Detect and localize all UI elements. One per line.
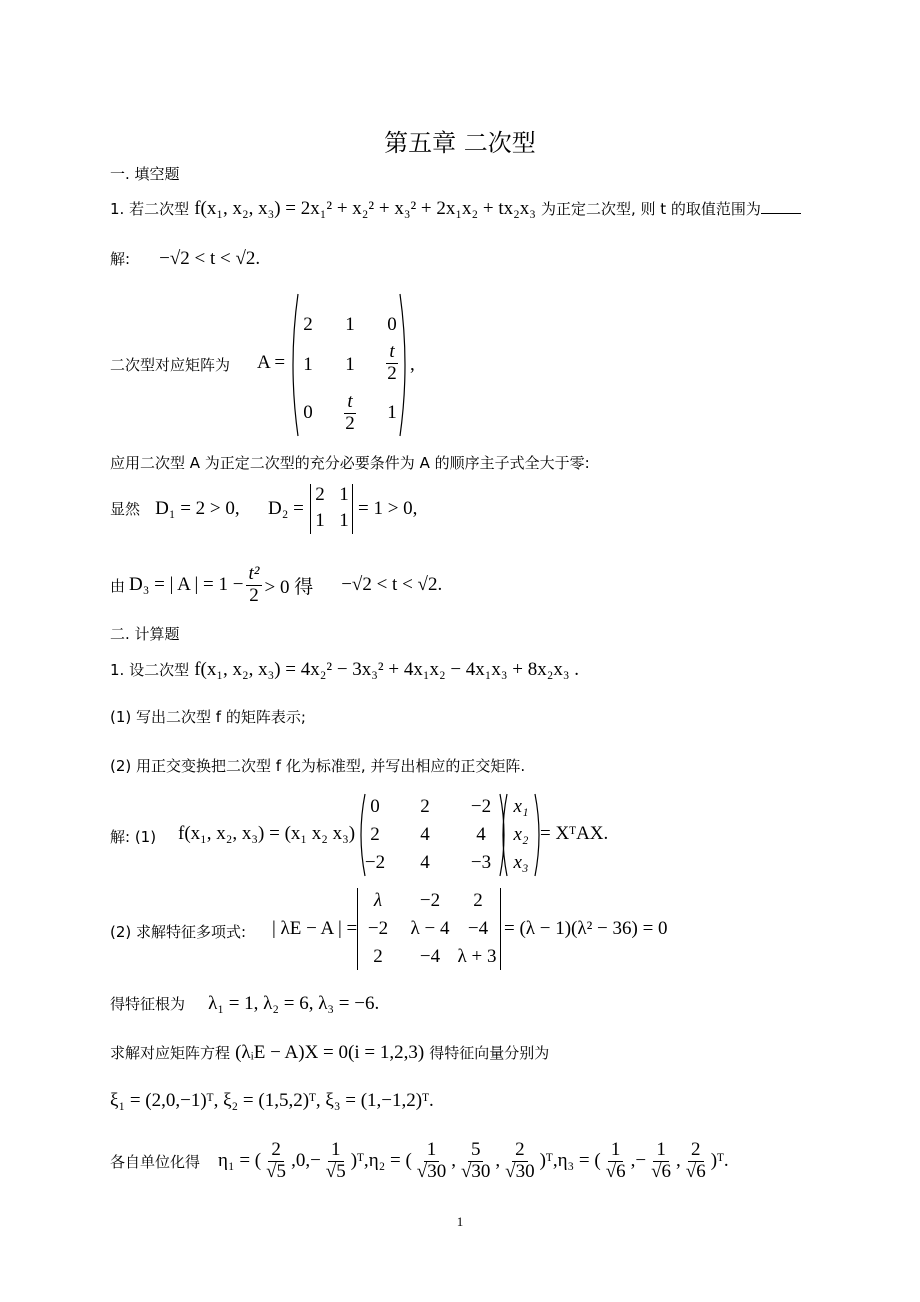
matrix-a-cell: 0 <box>387 314 397 335</box>
d2-cell: 1 <box>339 510 349 531</box>
eigvec-equation: (λᵢE − A)X = 0(i = 1,2,3) <box>235 1042 425 1063</box>
char-cell: λ − 4 <box>410 918 450 939</box>
d3-result: −√2 < t < √2. <box>341 574 443 596</box>
page-title: 第五章 二次型 <box>384 129 536 157</box>
char-cell: λ <box>373 890 383 911</box>
unit-label: 各自单位化得 <box>110 1152 201 1171</box>
d3-expr: D₃ = | A | = 1 − <box>129 574 244 596</box>
matrix-a-cell: 2 <box>303 314 313 335</box>
comma: , <box>676 1150 681 1172</box>
eigvec-text-b: 得特征向量分别为 <box>429 1044 550 1062</box>
eta1-frac1 <box>263 1140 289 1183</box>
roots-values: λ₁ = 1, λ₂ = 6, λ₃ = −6. <box>208 993 380 1014</box>
d3-fraction <box>246 564 263 607</box>
frac-num: 1 <box>424 1140 440 1162</box>
answer-label: 解: <box>110 250 131 268</box>
q2-part2: (2) 用正交变换把二次型 f 化为标准型, 并写出相应的正交矩阵. <box>110 757 526 775</box>
eta3-neg: ,− <box>630 1150 647 1172</box>
frac-num: 2 <box>688 1140 704 1162</box>
d1-line <box>110 498 240 520</box>
eigvec-line <box>110 1042 549 1064</box>
char-lhs: | λE − A | = <box>272 918 358 939</box>
q1-statement <box>110 198 801 220</box>
char-cell: −4 <box>467 918 489 939</box>
sol-matrix-cell: 0 <box>370 796 380 817</box>
page-number: 1 <box>456 1214 464 1229</box>
comma: , <box>495 1150 501 1172</box>
frac-num: 2 <box>512 1140 528 1162</box>
sol-matrix-cell: 4 <box>476 824 486 845</box>
d3-prefix: 由 <box>110 576 126 595</box>
sol-label: 解: (1) <box>110 828 157 846</box>
section-fill-in: 一. 填空题 <box>110 165 180 183</box>
eta3-frac2 <box>648 1140 674 1183</box>
eta3-frac3 <box>683 1140 709 1183</box>
q1-prefix: 1. 若二次型 <box>110 200 190 218</box>
d1-label: 显然 <box>110 500 141 518</box>
answer-blank <box>761 199 801 214</box>
char-det-right <box>500 888 501 970</box>
q2-prefix: 1. 设二次型 <box>110 661 190 679</box>
eta2-lhs: η₂ = ( <box>368 1150 412 1172</box>
char-label: (2) 求解特征多项式: <box>110 923 247 941</box>
section-calc: 二. 计算题 <box>110 625 180 643</box>
eta3-lhs: η₃ = ( <box>557 1150 601 1172</box>
char-cell: −2 <box>367 918 389 939</box>
eta1-frac2 <box>323 1140 349 1183</box>
sol-matrix-cell: −3 <box>470 852 492 873</box>
d2-cell: 1 <box>339 484 349 505</box>
matrix-comma: , <box>410 354 415 375</box>
q2-statement <box>110 659 579 681</box>
frac-den: √30 <box>460 1160 491 1182</box>
frac-den: 2 <box>345 412 355 434</box>
matrix-fraction <box>384 342 400 385</box>
sol-matrix-cell: 2 <box>370 824 380 845</box>
sol-matrix-cell: 4 <box>420 824 430 845</box>
eta3-end: )ᵀ. <box>710 1150 729 1172</box>
roots-line <box>110 993 379 1015</box>
frac-den: √6 <box>651 1160 672 1182</box>
normalized-line <box>110 1140 729 1183</box>
sol-matrix-cell: 4 <box>420 852 430 873</box>
sol-vector-cell: x₃ <box>513 852 529 873</box>
sol-rhs: = XᵀAX. <box>540 823 609 844</box>
sol-lhs: f(x₁, x₂, x₃) = (x₁ x₂ x₃) <box>178 823 356 844</box>
matrix-a-cell: 1 <box>303 354 313 375</box>
roots-label: 得特征根为 <box>110 995 186 1013</box>
positive-definite-reason: 应用二次型 A 为正定二次型的充分必要条件为 A 的顺序主子式全大于零: <box>110 454 590 472</box>
char-rhs: = (λ − 1)(λ² − 36) = 0 <box>504 918 668 939</box>
d3-frac-num: t² <box>246 564 263 586</box>
frac-num: 1 <box>653 1140 669 1162</box>
sol-vector-cell: x₁ <box>513 796 529 817</box>
frac-den: 2 <box>387 362 397 384</box>
eta3-frac1 <box>603 1140 629 1183</box>
sol-vector-cell: x₂ <box>513 824 529 845</box>
q1-formula: f(x₁, x₂, x₃) = 2x₁² + x₂² + x₃² + 2x₁x₂ + tx₂x₃ <box>194 198 536 219</box>
q1-suffix: 为正定二次型, 则 t 的取值范围为 <box>540 200 761 218</box>
d2-rhs: = 1 > 0, <box>358 498 418 519</box>
eta2-frac2 <box>458 1140 493 1183</box>
frac-num: 1 <box>328 1140 344 1162</box>
matrix-a-cell: 1 <box>345 314 355 335</box>
matrix-a-cell: 0 <box>303 402 313 423</box>
frac-num: 2 <box>268 1140 284 1162</box>
eta1-lhs: η₁ = ( <box>218 1150 262 1172</box>
eta1-mid: ,0,− <box>291 1150 321 1172</box>
d2-cell: 1 <box>315 510 325 531</box>
det-bar-right <box>352 484 353 534</box>
char-cell: λ + 3 <box>457 946 497 967</box>
frac-den: √5 <box>325 1160 346 1182</box>
det-bar-left <box>310 484 311 534</box>
matrix-a-cell <box>333 392 367 435</box>
frac-num: t <box>386 342 397 364</box>
char-cell: 2 <box>473 890 483 911</box>
matrix-fraction <box>342 392 358 435</box>
frac-den: √6 <box>685 1160 706 1182</box>
char-cell: 2 <box>373 946 383 967</box>
frac-num: 1 <box>608 1140 624 1162</box>
frac-den: √30 <box>416 1160 447 1182</box>
answer-range: −√2 < t < √2. <box>159 248 261 269</box>
sol-matrix-cell: 2 <box>420 796 430 817</box>
eigvec-text-a: 求解对应矩阵方程 <box>110 1044 231 1062</box>
eta2-frac3 <box>502 1140 537 1183</box>
matrix-label: 二次型对应矩阵为 <box>110 356 231 374</box>
d1-value: D₁ = 2 > 0, <box>155 498 240 519</box>
frac-num: 5 <box>468 1140 484 1162</box>
d3-tail: > 0 得 <box>264 576 314 598</box>
d2-lhs: D₂ = <box>268 498 304 519</box>
frac-den: √6 <box>605 1160 626 1182</box>
matrix-a-cell: 1 <box>387 402 397 423</box>
sol-matrix-cell: −2 <box>364 852 386 873</box>
frac-den: √30 <box>505 1160 535 1182</box>
q2-part1: (1) 写出二次型 f 的矩阵表示; <box>110 708 306 726</box>
d3-line <box>110 564 442 607</box>
eigenvectors: ξ₁ = (2,0,−1)ᵀ, ξ₂ = (1,5,2)ᵀ, ξ₃ = (1,−1,2)ᵀ. <box>110 1090 434 1111</box>
d2-cell: 2 <box>315 484 325 505</box>
comma: , <box>451 1150 456 1172</box>
matrix-lhs: A = <box>257 352 286 373</box>
char-cell: −2 <box>419 890 441 911</box>
eta2-end: )ᵀ, <box>539 1150 558 1172</box>
char-cell: −4 <box>419 946 441 967</box>
frac-den: √5 <box>266 1160 287 1182</box>
matrix-a-cell: 1 <box>345 354 355 375</box>
q2-formula: f(x₁, x₂, x₃) = 4x₂² − 3x₃² + 4x₁x₂ − 4x₁x₃ + 8x₂x₃ . <box>194 659 580 680</box>
eta2-frac1 <box>414 1140 449 1183</box>
matrix-a-cell <box>375 342 409 385</box>
frac-num: t <box>344 392 355 414</box>
q1-answer <box>110 248 260 270</box>
d3-frac-den: 2 <box>249 584 259 606</box>
char-det-left <box>357 888 358 970</box>
sol-matrix-cell: −2 <box>470 796 492 817</box>
eta1-end: )ᵀ, <box>350 1150 369 1172</box>
